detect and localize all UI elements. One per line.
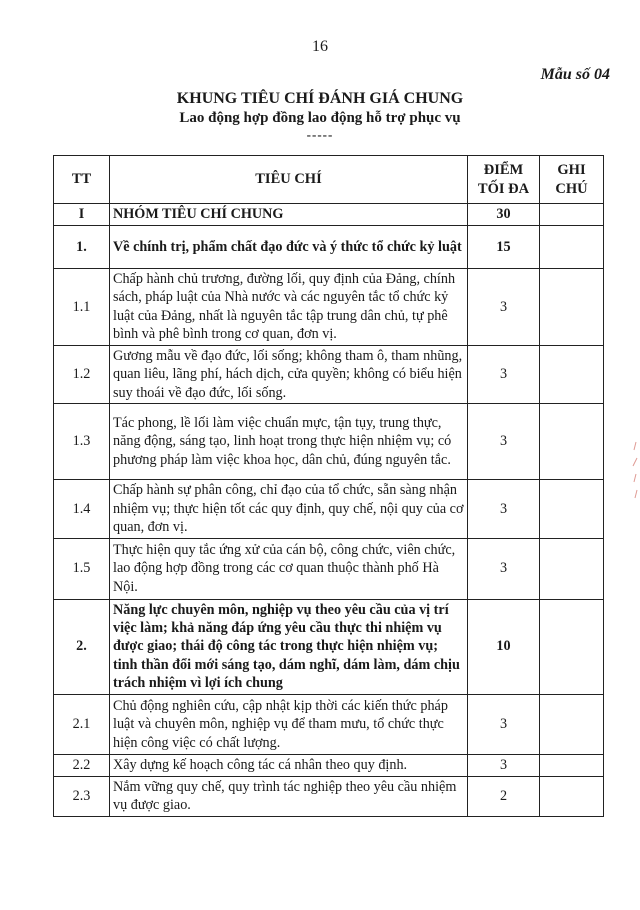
table-row bbox=[54, 480, 604, 538]
row-criteria: Thực hiện quy tắc ứng xử của cán bộ, công chức, viên chức, lao động hợp đồng trong các cơ quan thuộc thành phố Hà Nội. bbox=[110, 538, 468, 599]
row-note bbox=[540, 599, 604, 694]
page-number: 16 bbox=[312, 38, 328, 55]
header-max-score: ĐIỂM TỐI ĐA bbox=[468, 156, 540, 204]
row-score: 30 bbox=[468, 204, 540, 226]
row-criteria: Gương mẫu về đạo đức, lối sống; không tham ô, tham nhũng, quan liêu, lãng phí, hách dịch, cửa quyền; không có biểu hiện suy thoái về đạo đức, lối sống. bbox=[110, 345, 468, 403]
row-score: 10 bbox=[468, 599, 540, 694]
row-tt: I bbox=[54, 204, 110, 226]
document-title: KHUNG TIÊU CHÍ ĐÁNH GIÁ CHUNG bbox=[176, 90, 464, 107]
row-note bbox=[540, 345, 604, 403]
row-note bbox=[540, 776, 604, 816]
row-criteria: NHÓM TIÊU CHÍ CHUNG bbox=[110, 204, 468, 226]
row-score: 15 bbox=[468, 226, 540, 269]
row-criteria: Tác phong, lề lối làm việc chuẩn mực, tận tụy, trung thực, năng động, sáng tạo, linh hoạt trong thực hiện nhiệm vụ; có phương pháp làm việc khoa học, dân chủ, đúng nguyên tắc. bbox=[110, 404, 468, 480]
row-criteria: Chủ động nghiên cứu, cập nhật kịp thời các kiến thức pháp luật và chuyên môn, nghiệp vụ để tham mưu, tổ chức thực hiện công việc có chất lượng. bbox=[110, 694, 468, 754]
row-note bbox=[540, 404, 604, 480]
row-tt: 2.1 bbox=[54, 694, 110, 754]
table-row bbox=[54, 694, 604, 754]
seal-edge-mark bbox=[626, 440, 640, 500]
row-tt: 2. bbox=[54, 599, 110, 694]
table-row bbox=[54, 404, 604, 480]
row-criteria: Về chính trị, phẩm chất đạo đức và ý thức tổ chức kỷ luật bbox=[110, 226, 468, 269]
row-score: 3 bbox=[468, 345, 540, 403]
row-tt: 1.1 bbox=[54, 269, 110, 346]
header-note: GHI CHÚ bbox=[540, 156, 604, 204]
row-note bbox=[540, 269, 604, 346]
row-note bbox=[540, 480, 604, 538]
document-subtitle: Lao động hợp đồng lao động hỗ trợ phục vụ bbox=[179, 110, 461, 126]
row-criteria: Chấp hành chủ trương, đường lối, quy định của Đảng, chính sách, pháp luật của Nhà nước và các nguyên tắc tổ chức kỷ luật của Đảng, nhất là nguyên tắc tập trung dân chủ, tự phê bình và phê bình trong cơ quan, đơn vị. bbox=[110, 269, 468, 346]
row-criteria: Năng lực chuyên môn, nghiệp vụ theo yêu cầu của vị trí việc làm; khả năng đáp ứng yêu cầu thực thi nhiệm vụ được giao; thái độ công tác trong thực hiện nhiệm vụ; tinh thần đổi mới sáng tạo, dám nghĩ, dám làm, dám chịu trách nhiệm vì lợi ích chung bbox=[110, 599, 468, 694]
table-row bbox=[54, 776, 604, 816]
row-tt: 1.2 bbox=[54, 345, 110, 403]
table-row-section-2 bbox=[54, 599, 604, 694]
table-row bbox=[54, 754, 604, 776]
row-tt: 1.5 bbox=[54, 538, 110, 599]
row-note bbox=[540, 538, 604, 599]
row-note bbox=[540, 226, 604, 269]
row-score: 3 bbox=[468, 538, 540, 599]
row-note bbox=[540, 694, 604, 754]
row-tt: 1. bbox=[54, 226, 110, 269]
row-criteria: Xây dựng kế hoạch công tác cá nhân theo quy định. bbox=[110, 754, 468, 776]
row-criteria: Chấp hành sự phân công, chỉ đạo của tổ chức, sẵn sàng nhận nhiệm vụ; thực hiện tốt các quy định, quy chế, nội quy của cơ quan, đơn vị. bbox=[110, 480, 468, 538]
row-tt: 2.2 bbox=[54, 754, 110, 776]
table-row-group-general bbox=[54, 204, 604, 226]
row-score: 2 bbox=[468, 776, 540, 816]
row-score: 3 bbox=[468, 480, 540, 538]
row-note bbox=[540, 204, 604, 226]
table-row-section-1 bbox=[54, 226, 604, 269]
criteria-table bbox=[53, 155, 604, 817]
row-criteria: Nắm vững quy chế, quy trình tác nghiệp theo yêu cầu nhiệm vụ được giao. bbox=[110, 776, 468, 816]
table-row bbox=[54, 345, 604, 403]
table-header-row bbox=[54, 156, 604, 204]
row-score: 3 bbox=[468, 404, 540, 480]
row-score: 3 bbox=[468, 269, 540, 346]
header-tt: TT bbox=[54, 156, 110, 204]
row-score: 3 bbox=[468, 694, 540, 754]
row-tt: 1.3 bbox=[54, 404, 110, 480]
table-row bbox=[54, 538, 604, 599]
header-criteria: TIÊU CHÍ bbox=[110, 156, 468, 204]
row-tt: 2.3 bbox=[54, 776, 110, 816]
row-note bbox=[540, 754, 604, 776]
row-score: 3 bbox=[468, 754, 540, 776]
table-row bbox=[54, 269, 604, 346]
row-tt: 1.4 bbox=[54, 480, 110, 538]
title-separator: ----- bbox=[306, 127, 334, 142]
form-label: Mẫu số 04 bbox=[540, 66, 610, 83]
